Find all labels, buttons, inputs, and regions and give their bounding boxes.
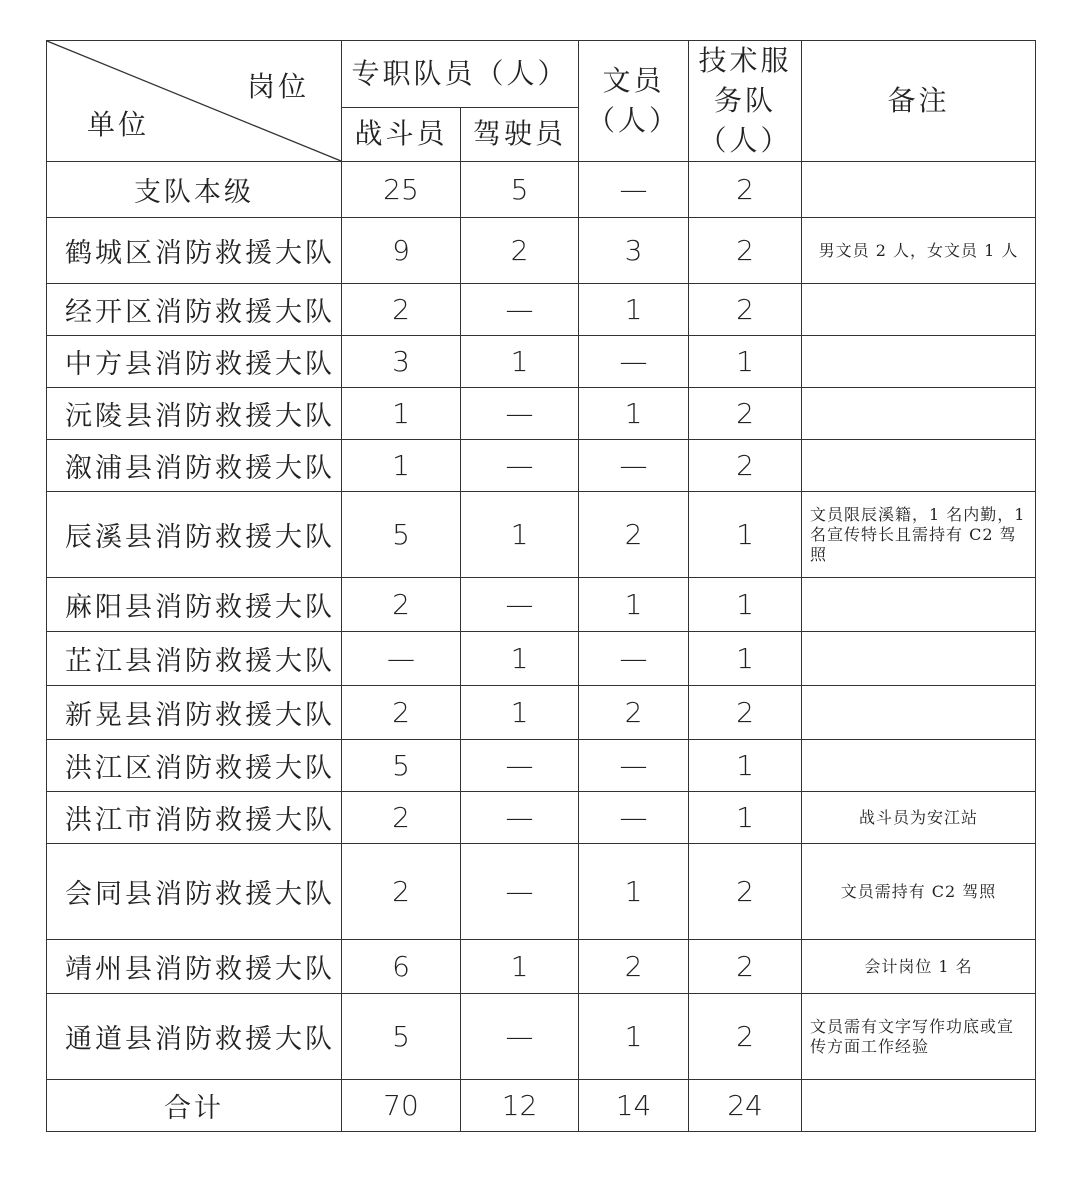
note-cell: 会计岗位 1 名	[802, 940, 1036, 994]
total-label: 合计	[47, 1080, 342, 1132]
note-cell	[802, 740, 1036, 792]
driver-cell: 1	[461, 686, 579, 740]
clerk-cell: 2	[579, 940, 689, 994]
unit-cell: 溆浦县消防救援大队	[47, 440, 342, 492]
table-row	[47, 162, 1036, 218]
fighter-cell: 5	[342, 740, 461, 792]
table-row	[47, 578, 1036, 632]
clerk-cell: —	[579, 440, 689, 492]
note-cell	[802, 284, 1036, 336]
unit-cell: 麻阳县消防救援大队	[47, 578, 342, 632]
tech-cell: 2	[689, 940, 802, 994]
fighter-cell: 2	[342, 284, 461, 336]
unit-cell: 靖州县消防救援大队	[47, 940, 342, 994]
driver-cell: —	[461, 844, 579, 940]
driver-cell: 5	[461, 162, 579, 218]
clerk-cell: 1	[579, 578, 689, 632]
tech-cell: 2	[689, 284, 802, 336]
tech-cell: 1	[689, 792, 802, 844]
header-clerk	[579, 41, 689, 162]
unit-cell: 中方县消防救援大队	[47, 336, 342, 388]
clerk-cell: 2	[579, 686, 689, 740]
note-cell	[802, 336, 1036, 388]
table-row	[47, 632, 1036, 686]
total-row	[47, 1080, 1036, 1132]
note-cell: 战斗员为安江站	[802, 792, 1036, 844]
clerk-cell: —	[579, 740, 689, 792]
fighter-cell: 2	[342, 792, 461, 844]
unit-cell: 芷江县消防救援大队	[47, 632, 342, 686]
fighter-cell: 2	[342, 844, 461, 940]
note-cell: 文员限辰溪籍，1 名内勤，1 名宣传特长且需持有 C2 驾照	[802, 492, 1036, 578]
fighter-cell: 2	[342, 686, 461, 740]
table-row	[47, 336, 1036, 388]
unit-cell: 经开区消防救援大队	[47, 284, 342, 336]
unit-cell: 洪江市消防救援大队	[47, 792, 342, 844]
unit-cell: 支队本级	[47, 162, 342, 218]
note-cell: 文员需持有 C2 驾照	[802, 844, 1036, 940]
header-diagonal-cell	[47, 41, 342, 162]
header-tech-line3: （人）	[698, 124, 792, 157]
driver-cell: —	[461, 740, 579, 792]
unit-cell: 辰溪县消防救援大队	[47, 492, 342, 578]
fighter-cell: 1	[342, 440, 461, 492]
tech-cell: 2	[689, 686, 802, 740]
unit-cell: 通道县消防救援大队	[47, 994, 342, 1080]
driver-cell: 1	[461, 336, 579, 388]
fighter-cell: 2	[342, 578, 461, 632]
header-note: 备注	[802, 41, 1036, 162]
clerk-cell: 1	[579, 284, 689, 336]
note-cell: 男文员 2 人，女文员 1 人	[802, 218, 1036, 284]
fighter-cell: 25	[342, 162, 461, 218]
unit-cell: 鹤城区消防救援大队	[47, 218, 342, 284]
table-row	[47, 686, 1036, 740]
total-note	[802, 1080, 1036, 1132]
clerk-cell: 3	[579, 218, 689, 284]
tech-cell: 2	[689, 844, 802, 940]
header-clerk-line1: 文员	[602, 64, 665, 97]
header-tech-line2: 务队	[714, 84, 777, 117]
table-row	[47, 492, 1036, 578]
total-driver: 12	[461, 1080, 579, 1132]
clerk-cell: —	[579, 162, 689, 218]
fighter-cell: 6	[342, 940, 461, 994]
fighter-cell: 3	[342, 336, 461, 388]
tech-cell: 2	[689, 218, 802, 284]
table-row	[47, 284, 1036, 336]
clerk-cell: 2	[579, 492, 689, 578]
unit-cell: 洪江区消防救援大队	[47, 740, 342, 792]
header-tech	[689, 41, 802, 162]
driver-cell: —	[461, 994, 579, 1080]
driver-cell: —	[461, 388, 579, 440]
note-cell	[802, 578, 1036, 632]
tech-cell: 1	[689, 578, 802, 632]
table-row	[47, 940, 1036, 994]
clerk-cell: 1	[579, 388, 689, 440]
header-clerk-line2: （人）	[587, 104, 681, 137]
driver-cell: —	[461, 578, 579, 632]
table-row	[47, 792, 1036, 844]
total-fighter: 70	[342, 1080, 461, 1132]
note-cell	[802, 388, 1036, 440]
tech-cell: 1	[689, 336, 802, 388]
total-clerk: 14	[579, 1080, 689, 1132]
header-unit-label: 单位	[87, 108, 150, 141]
tech-cell: 1	[689, 632, 802, 686]
tech-cell: 2	[689, 162, 802, 218]
note-cell	[802, 440, 1036, 492]
unit-cell: 沅陵县消防救援大队	[47, 388, 342, 440]
driver-cell: 1	[461, 632, 579, 686]
staffing-table	[46, 40, 1036, 1132]
note-cell: 文员需有文字写作功底或宣传方面工作经验	[802, 994, 1036, 1080]
driver-cell: 1	[461, 492, 579, 578]
table-row	[47, 844, 1036, 940]
note-cell	[802, 632, 1036, 686]
driver-cell: 1	[461, 940, 579, 994]
fighter-cell: 5	[342, 994, 461, 1080]
driver-cell: 2	[461, 218, 579, 284]
fighter-cell: 5	[342, 492, 461, 578]
table-row	[47, 388, 1036, 440]
clerk-cell: —	[579, 632, 689, 686]
table-row	[47, 740, 1036, 792]
header-post-label: 岗位	[247, 70, 310, 103]
table-row	[47, 440, 1036, 492]
tech-cell: 2	[689, 440, 802, 492]
header-driver: 驾驶员	[461, 107, 579, 161]
clerk-cell: —	[579, 336, 689, 388]
driver-cell: —	[461, 440, 579, 492]
note-cell	[802, 162, 1036, 218]
driver-cell: —	[461, 284, 579, 336]
driver-cell: —	[461, 792, 579, 844]
table-row	[47, 218, 1036, 284]
total-tech: 24	[689, 1080, 802, 1132]
clerk-cell: —	[579, 792, 689, 844]
header-tech-line1: 技术服	[698, 44, 792, 77]
clerk-cell: 1	[579, 994, 689, 1080]
clerk-cell: 1	[579, 844, 689, 940]
fighter-cell: —	[342, 632, 461, 686]
tech-cell: 2	[689, 994, 802, 1080]
tech-cell: 1	[689, 492, 802, 578]
unit-cell: 新晃县消防救援大队	[47, 686, 342, 740]
table-row	[47, 994, 1036, 1080]
header-fighter: 战斗员	[342, 107, 461, 161]
tech-cell: 2	[689, 388, 802, 440]
header-fulltime: 专职队员（人）	[342, 41, 579, 108]
note-cell	[802, 686, 1036, 740]
fighter-cell: 9	[342, 218, 461, 284]
tech-cell: 1	[689, 740, 802, 792]
fighter-cell: 1	[342, 388, 461, 440]
unit-cell: 会同县消防救援大队	[47, 844, 342, 940]
